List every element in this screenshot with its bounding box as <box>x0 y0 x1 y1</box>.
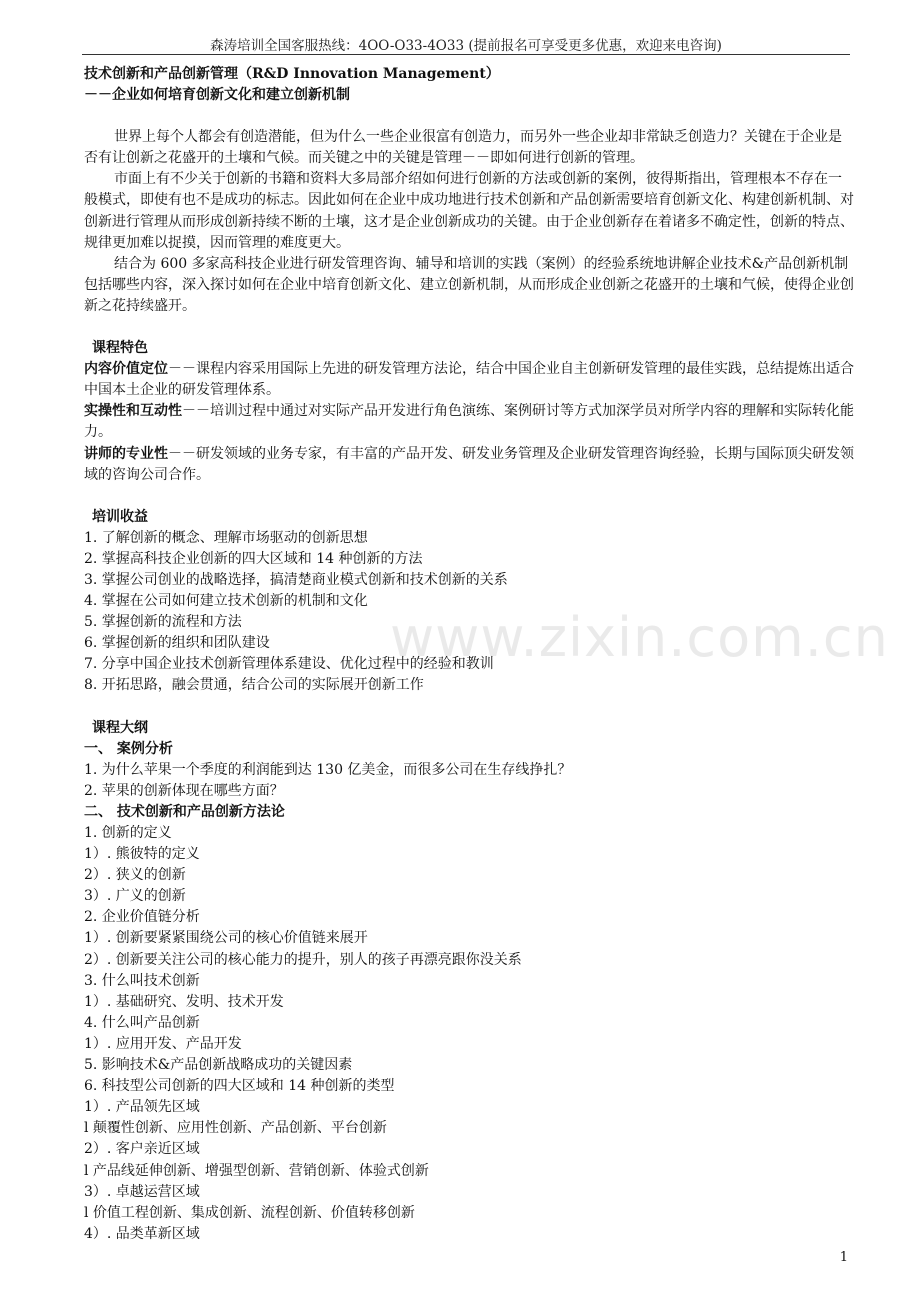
outline-item: 1. 为什么苹果一个季度的利润能到达 130 亿美金，而很多公司在生存线挣扎？ <box>84 761 572 778</box>
list-item: 3. 掌握公司创业的战略选择，搞清楚商业模式创新和技术创新的关系 <box>84 571 508 588</box>
outline-list <box>84 739 854 1245</box>
outline-item: 4）. 品类革新区域 <box>84 1225 200 1242</box>
outline-item: 5. 影响技术&产品创新战略成功的关键因素 <box>84 1057 353 1074</box>
page-number: 1 <box>839 1250 848 1265</box>
outline-item: 1）. 熊彼特的定义 <box>84 846 200 863</box>
feature-item <box>84 359 854 401</box>
outline-heading: 课程大纲 <box>92 719 148 736</box>
outline-section-heading: 一、 案例分析 <box>84 740 173 757</box>
outline-item: 3）. 卓越运营区域 <box>84 1183 200 1200</box>
outline-item: l 价值工程创新、集成创新、流程创新、价值转移创新 <box>84 1204 415 1221</box>
benefits-heading: 培训收益 <box>92 508 148 525</box>
outline-item: 1）. 产品领先区域 <box>84 1099 200 1116</box>
list-item: 7. 分享中国企业技术创新管理体系建设、优化过程中的经验和教训 <box>84 656 494 673</box>
header-hotline: 森涛培训全国客服热线：4OO-O33-4O33 (提前报名可享受更多优惠，欢迎来电咨询) <box>210 38 722 54</box>
outline-item: l 产品线延伸创新、增强型创新、营销创新、体验式创新 <box>84 1162 429 1179</box>
feature-label: 内容价值定位 <box>84 361 168 378</box>
outline-item: 2. 苹果的创新体现在哪些方面？ <box>84 782 284 799</box>
list-item: 4. 掌握在公司如何建立技术创新的机制和文化 <box>84 593 368 610</box>
feature-text: －－研发领域的业务专家，有丰富的产品开发、研发业务管理及企业研发管理咨询经验，长期与国际顶尖研发领域的咨询公司合作。 <box>84 445 854 483</box>
list-item: 2. 掌握高科技企业创新的四大区域和 14 种创新的方法 <box>84 550 423 567</box>
intro-paragraph: 世界上每个人都会有创造潜能，但为什么一些企业很富有创造力，而另外一些企业却非常缺乏创造力？关键在于企业是否有让创新之花盛开的土壤和气候。而关键之中的关键是管理－－即如何进行创新的管理。 <box>84 129 842 167</box>
features-heading: 课程特色 <box>92 340 148 357</box>
list-item: 6. 掌握创新的组织和团队建设 <box>84 635 270 652</box>
outline-item: 2. 企业价值链分析 <box>84 909 200 926</box>
outline-item: 3. 什么叫技术创新 <box>84 972 200 989</box>
outline-item: 2）. 创新要关注公司的核心能力的提升，别人的孩子再漂亮跟你没关系 <box>84 951 522 968</box>
outline-item: 4. 什么叫产品创新 <box>84 1014 200 1031</box>
feature-label: 讲师的专业性 <box>84 445 168 462</box>
outline-item: 1. 创新的定义 <box>84 825 172 841</box>
outline-item: 6. 科技型公司创新的四大区域和 14 种创新的类型 <box>84 1078 395 1095</box>
intro-paragraph: 结合为 600 多家高科技企业进行研发管理咨询、辅导和培训的实践（案例）的经验系统地讲解企业技术&产品创新机制包括哪些内容，深入探讨如何在企业中培育创新文化、建立创新机制，从而形成企业创新之花盛开的土壤和气候，使得企业创新之花持续盛开。 <box>84 255 854 314</box>
outline-item: 2）. 客户亲近区域 <box>84 1141 200 1158</box>
outline-item: 2）. 狭义的创新 <box>84 867 186 884</box>
feature-text: －－培训过程中通过对实际产品开发进行角色演练、案例研讨等方式加深学员对所学内容的理解和实际转化能力。 <box>84 403 854 441</box>
outline-section-heading: 二、 技术创新和产品创新方法论 <box>84 803 285 820</box>
feature-item <box>84 444 854 486</box>
document-subtitle: －－企业如何培育创新文化和建立创新机制 <box>84 87 350 104</box>
watermark-text: www.zixin.com.cn <box>390 606 889 669</box>
feature-item <box>84 401 854 443</box>
feature-label: 实操性和互动性 <box>84 403 182 420</box>
list-item: 8. 开拓思路，融会贯通，结合公司的实际展开创新工作 <box>84 677 424 694</box>
feature-text: －－课程内容采用国际上先进的研发管理方法论，结合中国企业自主创新研发管理的最佳实践，总结提炼出适合中国本土企业的研发管理体系。 <box>84 361 854 399</box>
outline-item: 3）. 广义的创新 <box>84 888 186 905</box>
outline-item: l 颠覆性创新、应用性创新、产品创新、平台创新 <box>84 1120 387 1137</box>
document-title: 技术创新和产品创新管理（R&D Innovation Management） <box>84 66 500 82</box>
outline-item: 1）. 应用开发、产品开发 <box>84 1035 242 1052</box>
outline-item: 1）. 创新要紧紧围绕公司的核心价值链来展开 <box>84 930 368 947</box>
page-header <box>82 34 850 55</box>
list-item: 5. 掌握创新的流程和方法 <box>84 614 242 631</box>
list-item: 1. 了解创新的概念、理解市场驱动的创新思想 <box>84 529 368 546</box>
outline-item: 1）. 基础研究、发明、技术开发 <box>84 993 284 1010</box>
intro-paragraph: 市面上有不少关于创新的书籍和资料大多局部介绍如何进行创新的方法或创新的案例，彼得斯指出，管理根本不存在一般模式，即使有也不是成功的标志。因此如何在企业中成功地进行技术创新和产品创新需要培育创新文化、构建创新机制、对创新进行管理从而形成创新持续不断的土壤，这才是企业创新成功的关键。由于企业创新存在着诸多不确定性，创新的特点、规律更加难以捉摸，因而管理的难度更大。 <box>84 171 854 251</box>
